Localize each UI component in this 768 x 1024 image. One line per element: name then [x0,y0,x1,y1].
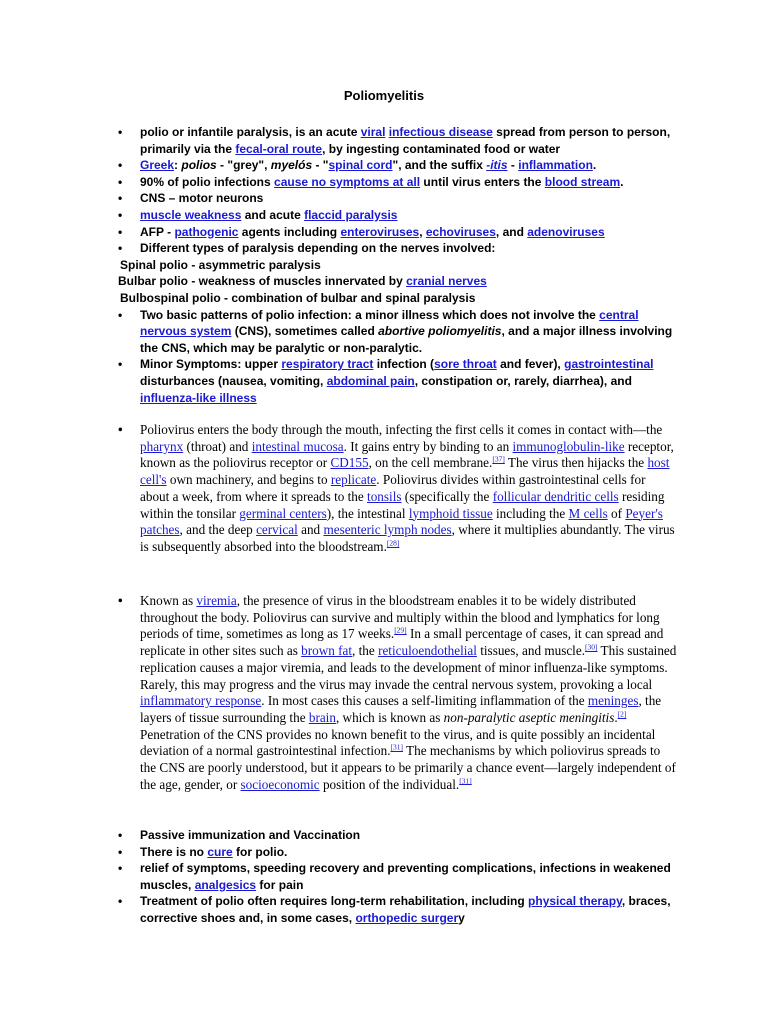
summary-list [118,124,678,406]
link-cure[interactable]: cure [207,844,233,859]
text: (throat) and [183,438,252,454]
text: including the [492,505,569,521]
link-replicate[interactable]: replicate [330,472,377,488]
link-m-cells[interactable]: M cells [568,505,608,521]
text: , and [495,224,528,239]
text: 90% of polio infections [140,174,275,189]
ref-link[interactable]: [31] [390,742,403,752]
text: disturbances (nausea, vomiting, [140,373,327,388]
link-sore-throat[interactable]: sore throat [434,357,497,372]
link-orthopedic-surgery[interactable]: orthopedic surger [355,910,459,925]
list-item [118,593,678,793]
link-enteroviruses[interactable]: enteroviruses [340,224,420,239]
link-inflammation[interactable]: inflammation [518,158,593,173]
text: Minor Symptoms: upper [140,357,282,372]
text: . [592,158,597,173]
link-brain[interactable]: brain [308,709,336,725]
text: tissues, and muscle. [476,643,585,659]
bulbospinal-polio-line: Bulbospinal polio - combination of bulbar and spinal paralysis [120,290,476,305]
link-socioeconomic[interactable]: socioeconomic [240,776,320,792]
list-item [118,860,678,893]
link-brown-fat[interactable]: brown fat [301,643,353,659]
link-viremia[interactable]: viremia [196,593,237,608]
list-item [118,307,678,357]
link-analgesics[interactable]: analgesics [194,877,257,892]
paralysis-types [118,257,678,307]
link-muscle-weakness[interactable]: muscle weakness [140,207,242,222]
text: , [419,224,426,239]
text: , the presence of virus in the bloodstream enables it to be widely distributed throughout the body. Poliovirus can survive and multiply within the blood and lymphatics for long periods of time, sometimes as long as 17 weeks. [140,593,660,642]
link-abdominal-pain[interactable]: abdominal pain [326,373,415,388]
list-item [118,422,678,556]
text: In a small percentage of cases, it can spread and replicate in other sites such as [140,626,664,659]
list-item [118,157,678,174]
text: relief of symptoms, speeding recovery and preventing complications, infections in weakened muscles, [140,861,671,892]
link-respiratory-tract[interactable]: respiratory tract [281,357,374,372]
link-cd155[interactable]: CD155 [330,455,369,471]
link-reticuloendothelial[interactable]: reticuloendothelial [378,643,477,659]
list-item [118,356,678,406]
treatment-list [118,827,678,927]
link-cervical[interactable]: cervical [256,522,298,538]
link-central-nervous-system[interactable]: central nervous system [140,307,639,339]
list-item [118,207,678,224]
text: spread from person to person, primarily via the [140,125,671,156]
link-flaccid-paralysis[interactable]: flaccid paralysis [304,207,398,222]
text: receptor, known as the poliovirus receptor or [140,438,674,471]
spinal-polio-line: Spinal polio - asymmetric paralysis [120,257,321,272]
text: own machinery, and begins to [166,472,331,488]
link-influenza-like-illness[interactable]: influenza-like illness [140,390,257,405]
text: , braces, corrective shoes and, in some cases, [140,894,671,925]
text: , by ingesting contaminated food or water [322,141,561,156]
ref-link[interactable]: [31] [459,776,472,786]
text: Passive immunization and Vaccination [140,828,361,842]
link-lymphoid-tissue[interactable]: lymphoid tissue [408,505,493,521]
text: , which is known as [335,709,444,725]
text: . In most cases this causes a self-limiting inflammation of the [261,693,588,709]
text: , the layers of tissue surrounding the [140,693,662,725]
ref-link[interactable]: [29] [394,626,407,636]
text: : [174,158,182,173]
text: Treatment of polio often requires long-term rehabilitation, including [140,894,529,909]
ref-link[interactable]: [37] [492,455,505,465]
link-germinal-centers[interactable]: germinal centers [239,505,327,521]
text: - " [312,158,329,173]
text: residing within the tonsilar [140,488,665,521]
text: This sustained replication causes a major viremia, and leads to the development of minor influenza-like symptoms. Rarely, this may progress and the virus may invade the central nervous system, provoking a local [140,643,677,692]
italic-text: abortive poliomyelitis [378,324,502,339]
text: , where it multiplies abundantly. The virus is subsequently absorbed into the bloodstream. [140,522,675,554]
link-greek[interactable]: Greek [140,158,175,173]
text: ), the intestinal [326,505,409,521]
text: and fever), [496,357,565,372]
text: polio or infantile paralysis, is an acute [140,125,361,139]
text: Bulbar polio - weakness of muscles innervated by [118,274,407,289]
link-echoviruses[interactable]: echoviruses [425,224,496,239]
text: (CNS), sometimes called [231,324,379,339]
link-peyers-patches[interactable]: Peyer's patches [140,505,663,538]
list-item [118,893,678,926]
link-cranial-nerves[interactable]: cranial nerves [406,274,487,289]
page-title: Poliomyelitis [343,88,425,103]
text: , and a major illness involving the CNS, which may be paralytic or non-paralytic. [140,324,673,355]
link-intestinal-mucosa[interactable]: intestinal mucosa [251,438,344,454]
ref-link[interactable]: [30] [585,642,598,652]
text: (specifically the [401,488,493,504]
text: Known as [140,593,197,608]
text: The virus then hijacks the [504,455,648,471]
text: There is no [140,844,208,859]
text: , constipation or, rarely, diarrhea), and [414,373,632,388]
list-item [118,174,678,191]
text: . [614,709,618,725]
text: . [620,174,624,189]
text: CNS – motor neurons [140,191,264,206]
text: for polio. [232,844,288,859]
text: - "grey", [216,158,271,173]
link-inflammatory-response[interactable]: inflammatory response [140,693,262,709]
link-immunoglobulin-like[interactable]: immunoglobulin-like [512,438,625,454]
link-mesenteric-lymph-nodes[interactable]: mesenteric lymph nodes [323,522,452,538]
ref-link[interactable]: [2] [617,709,627,719]
text: - [507,158,519,173]
list-item [118,240,678,306]
text: Poliovirus enters the body through the mouth, infecting the first cells it comes in contact with—the [140,422,663,437]
text: for pain [256,877,304,892]
text: Two basic patterns of polio infection: a minor illness which does not involve the [140,307,600,322]
text: AFP - [140,224,175,239]
text: Different types of paralysis depending on the nerves involved: [140,241,496,256]
text: . It gains entry by binding to an [343,438,513,454]
text: y [458,910,465,925]
text: and [297,522,324,538]
bulbar-polio-line [118,273,678,290]
list-item [118,827,678,844]
link-itis[interactable]: -itis [486,158,508,173]
link-spinal-cord[interactable]: spinal cord [328,158,393,173]
text: . Poliovirus divides within gastrointestinal cells for about a week, from where it spreads to the [140,472,646,504]
ref-link[interactable]: [28] [386,538,400,548]
text: and acute [241,207,305,222]
link-viral[interactable]: viral [360,125,386,139]
text: agents including [238,224,341,239]
text: , on the cell membrane. [368,455,493,471]
text: position of the individual. [319,776,460,792]
link-meninges[interactable]: meninges [587,693,639,709]
link-host-cell[interactable]: host cell's [140,455,670,488]
text: of [607,505,626,521]
text: , the [352,643,379,659]
list-item [118,844,678,861]
italic-text: myelós [270,158,313,173]
link-infectious-disease[interactable]: infectious disease [388,125,493,139]
list-item [118,124,678,157]
text: Penetration of the CNS provides no known benefit to the virus, and is quite possibly an incidental deviation of a normal gastrointestinal infection. [140,726,656,759]
text: ", and the suffix [392,158,487,173]
italic-text: non-paralytic aseptic meningitis [443,709,615,725]
link-pharynx[interactable]: pharynx [140,438,184,454]
link-tonsils[interactable]: tonsils [367,488,402,504]
link-cause-no-symptoms[interactable]: cause no symptoms at all [274,174,421,189]
poliovirus-entry-list [118,422,678,556]
link-pathogenic[interactable]: pathogenic [174,224,239,239]
viremia-list [118,593,678,793]
list-item [118,190,678,207]
text: infection ( [373,357,435,372]
link-blood-stream[interactable]: blood stream [544,174,621,189]
text: until virus enters the [420,174,545,189]
link-fecal-oral-route[interactable]: fecal-oral route [235,141,323,156]
list-item [118,224,678,241]
text: , and the deep [179,522,257,538]
italic-text: polios [181,158,217,173]
text: The mechanisms by which poliovirus spreads to the CNS are poorly understood, but it appears to be primarily a chance event—largely independent of the age, gender, or [140,743,676,792]
link-adenoviruses[interactable]: adenoviruses [527,224,605,239]
link-physical-therapy[interactable]: physical therapy [528,894,622,909]
link-follicular-dendritic-cells[interactable]: follicular dendritic cells [492,488,619,504]
link-gastrointestinal[interactable]: gastrointestinal [564,357,654,372]
